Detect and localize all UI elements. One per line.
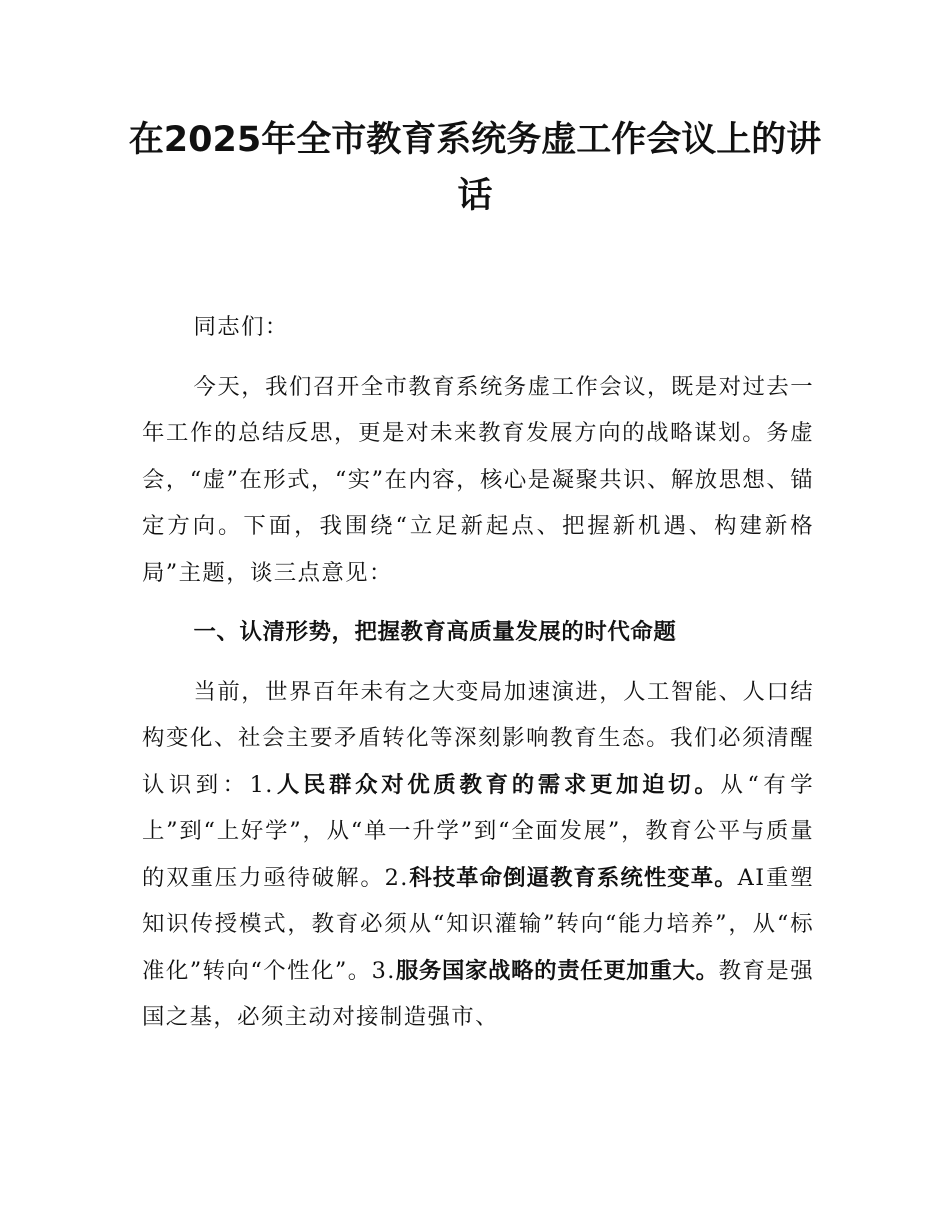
- bold-point-3: 服务国家战略的责任更加重大。: [395, 957, 719, 984]
- paragraph-text: 当前，世界百年未有之大变局加速演进，人工智能、人口结构变化、社会主要矛盾转化等深刻影响教育生态。我们必须清醒认识到：1.: [142, 678, 814, 798]
- bold-point-1: 人民群众对优质教育的需求更加迫切。: [273, 771, 721, 798]
- greeting: 同志们：: [193, 314, 289, 340]
- section-heading-1: 一、认清形势，把握教育高质量发展的时代命题: [193, 619, 677, 645]
- intro-paragraph: 今天，我们召开全市教育系统务虚工作会议，既是对过去一年工作的总结反思，更是对未来教育发展方向的战略谋划。务虚会，“虚”在形式，“实”在内容，核心是凝聚共识、解放思想、锚定方向。下面，我围绕“立足新起点、把握新机遇、构建新格局”主题，谈三点意见：: [142, 373, 814, 586]
- section-1-paragraph: [142, 669, 814, 1041]
- bold-point-2: 科技革命倒逼教育系统性变革。: [408, 864, 738, 891]
- document-body: [142, 304, 814, 1054]
- paragraph-text: 教育是强国之基，必须主动对接制造强市、: [142, 957, 815, 1030]
- paragraph-text: AI重塑知识传授模式，教育必须从“知识灌输”转向“能力培养”，从“标准化”转向“个性化”。3.: [142, 864, 815, 984]
- document-title: 在2025年全市教育系统务虚工作会议上的讲话: [128, 120, 822, 216]
- paragraph-text: 从“有学上”到“上好学”，从“单一升学”到“全面发展”，教育公平与质量的双重压力亟待破解。2.: [142, 771, 815, 891]
